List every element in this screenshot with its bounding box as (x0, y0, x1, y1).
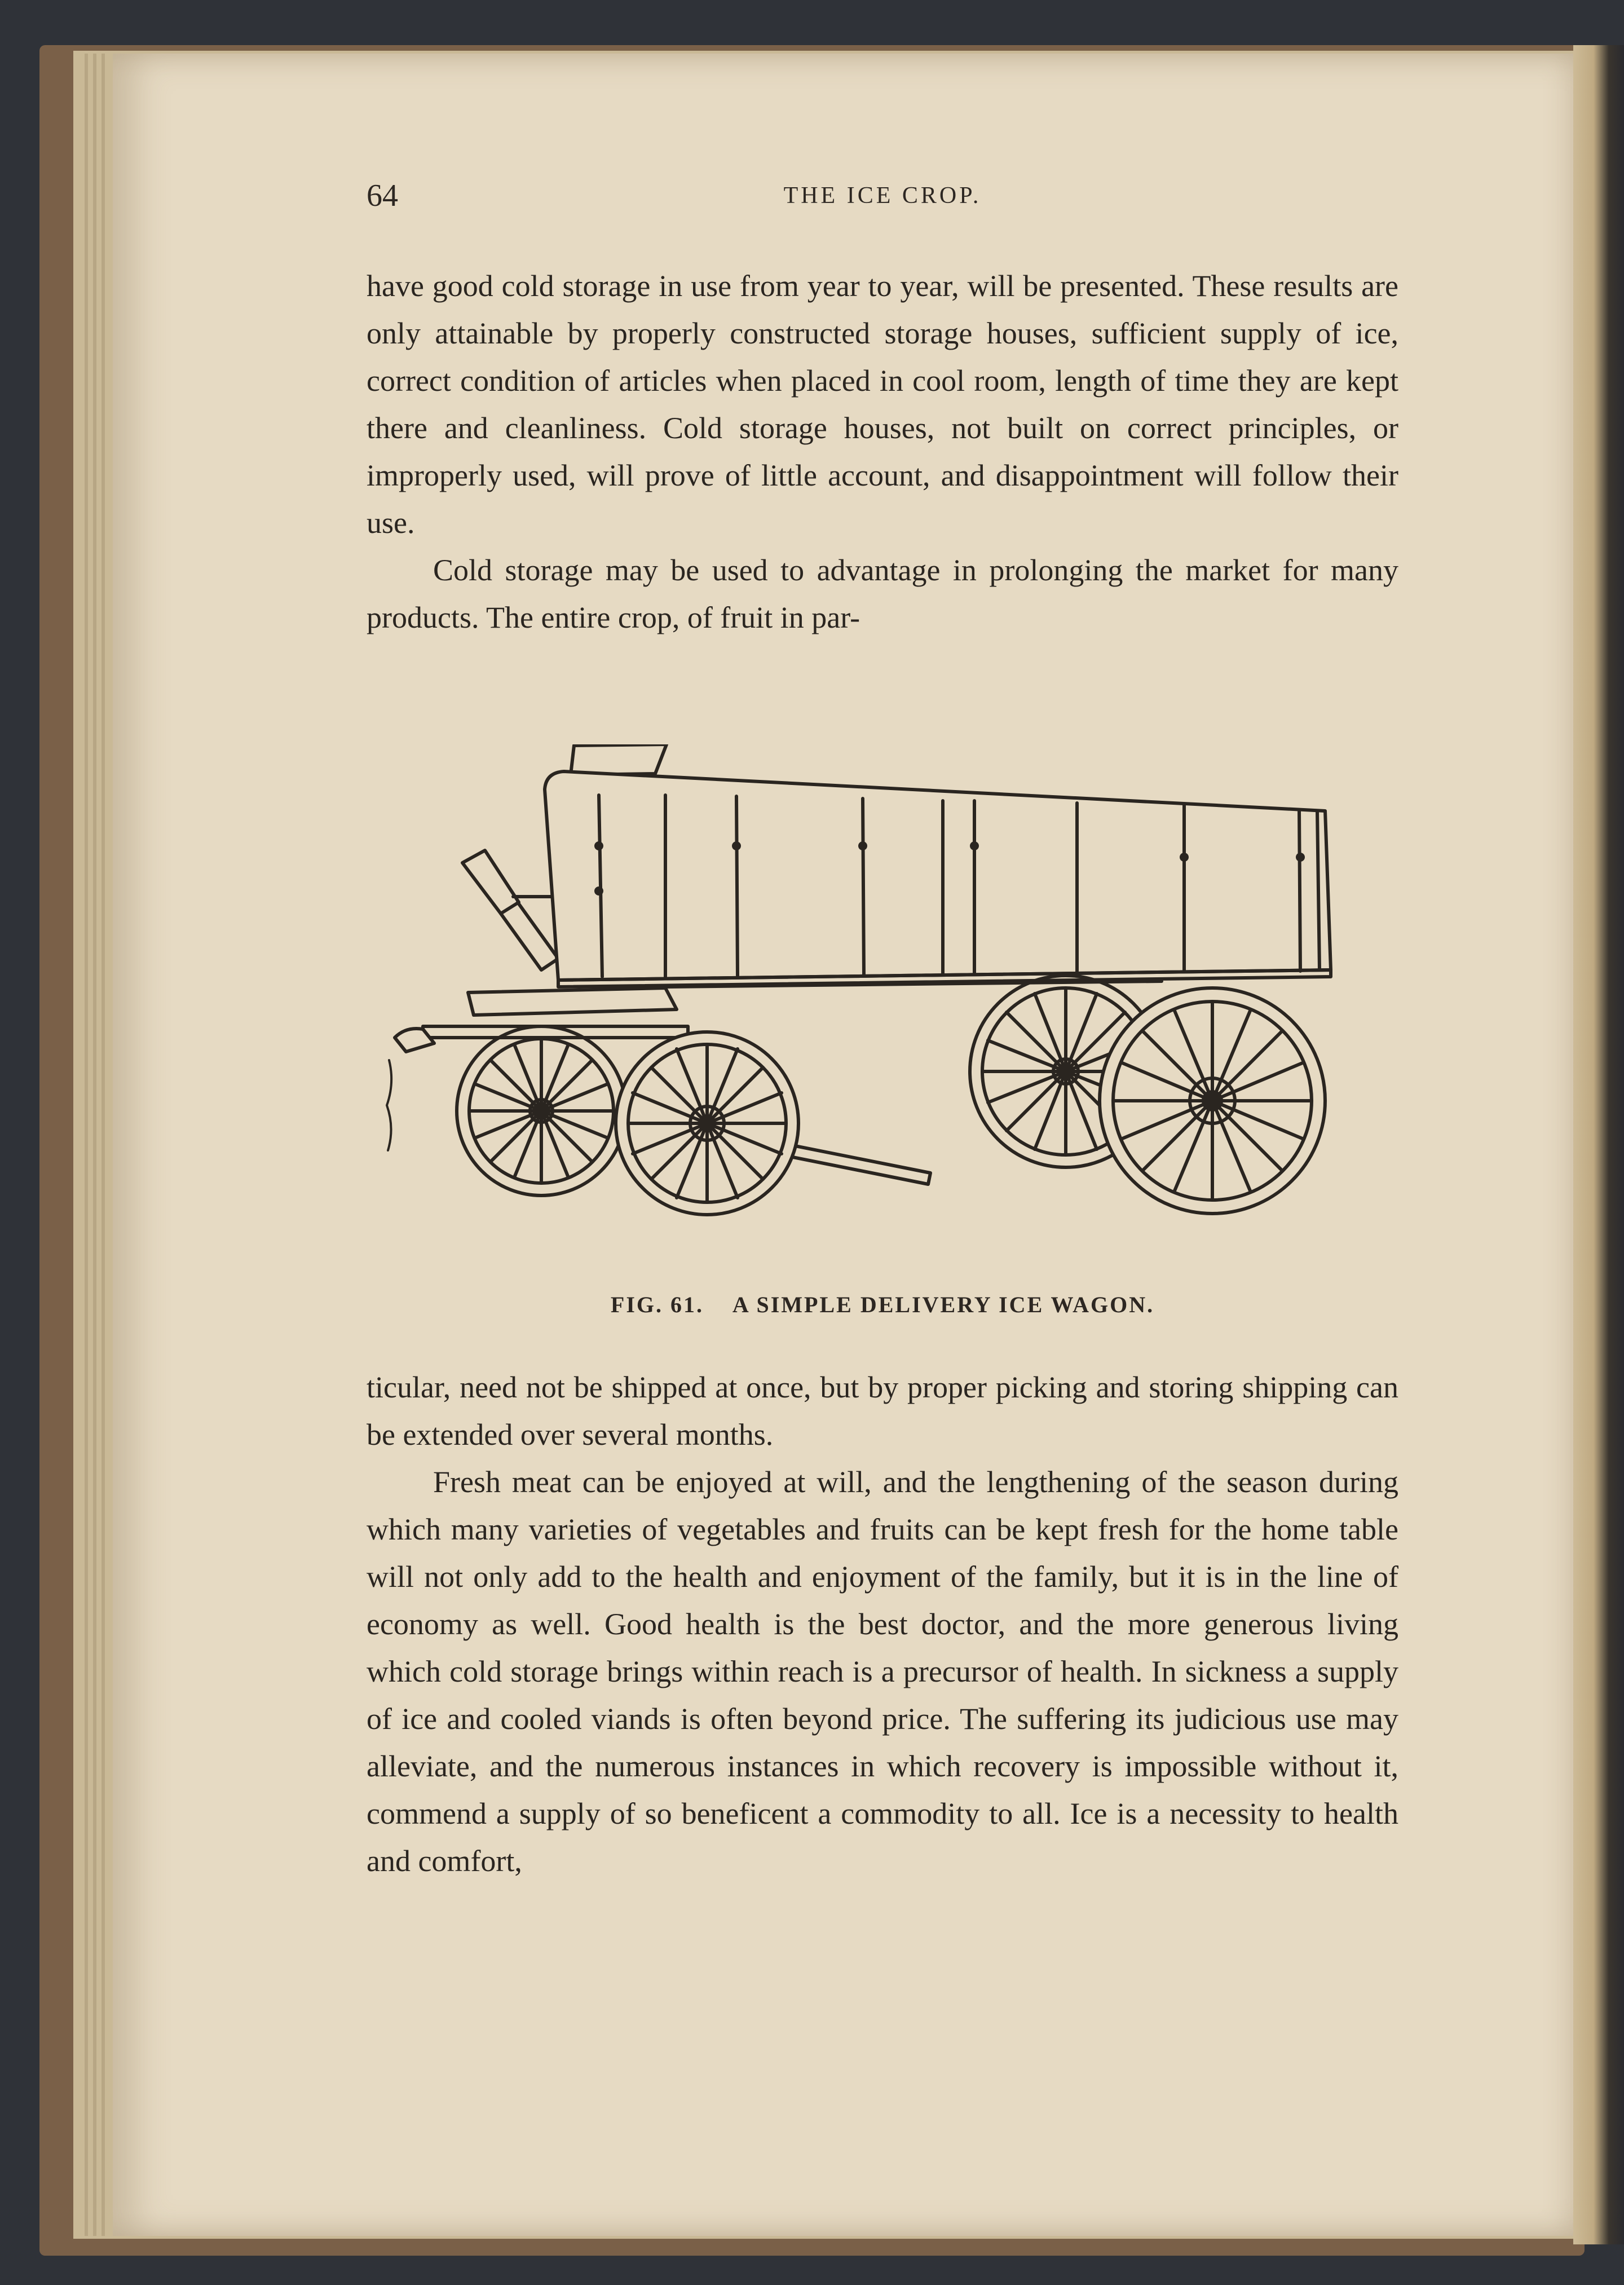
book-gutter (1573, 45, 1624, 2244)
ice-wagon-illustration (372, 744, 1387, 1263)
figure-caption (367, 1291, 1398, 1318)
figure-title: A SIMPLE DELIVERY ICE WAGON. (732, 1292, 1155, 1317)
paragraph: ticular, need not be shipped at once, but by proper picking and storing shipping can be extended over several months. (367, 1370, 1398, 1452)
page-header (367, 178, 1398, 217)
top-text-block (367, 262, 1398, 641)
wagon-wheel (616, 1032, 798, 1215)
running-head: THE ICE CROP. (783, 183, 982, 209)
wagon-wheel (1100, 988, 1325, 1214)
page-edge-line (102, 54, 105, 2236)
paragraph: Cold storage may be used to advantage in prolonging the market for many products. The entire crop, of fruit in par- (367, 553, 1398, 634)
figure-number: FIG. 61. (610, 1292, 704, 1317)
wagon-box (545, 771, 1331, 987)
bottom-text-block (367, 1364, 1398, 1885)
page-edge-line (93, 54, 96, 2236)
page-number: 64 (367, 178, 398, 213)
wagon-wheel (457, 1026, 626, 1196)
page-edge-line (85, 54, 88, 2236)
paragraph: Fresh meat can be enjoyed at will, and the lengthening of the season during which many varieties of vegetables and fruits can be kept fresh for the home table will not only add to the health and enjoyment of the family, but it is in the line of economy as well. Good health is the best doctor, and the more generous living which cold storage brings within reach is a precursor of health. In sickness a supply of ice and cooled viands is often beyond price. The suffering its judicious use may alleviate, and the numerous instances in which recovery is impossible without it, commend a supply of so beneficent a commodity to all. Ice is a necessity to health and comfort, (367, 1465, 1398, 1878)
paragraph: have good cold storage in use from year to year, will be presented. These results are only attainable by properly constructed storage houses, sufficient supply of ice, correct condition of articles when placed in cool room, length of time they are kept there and cleanliness. Cold storage houses, not built on correct principles, or improperly used, will prove of little account, and disappointment will follow their use. (367, 269, 1398, 540)
